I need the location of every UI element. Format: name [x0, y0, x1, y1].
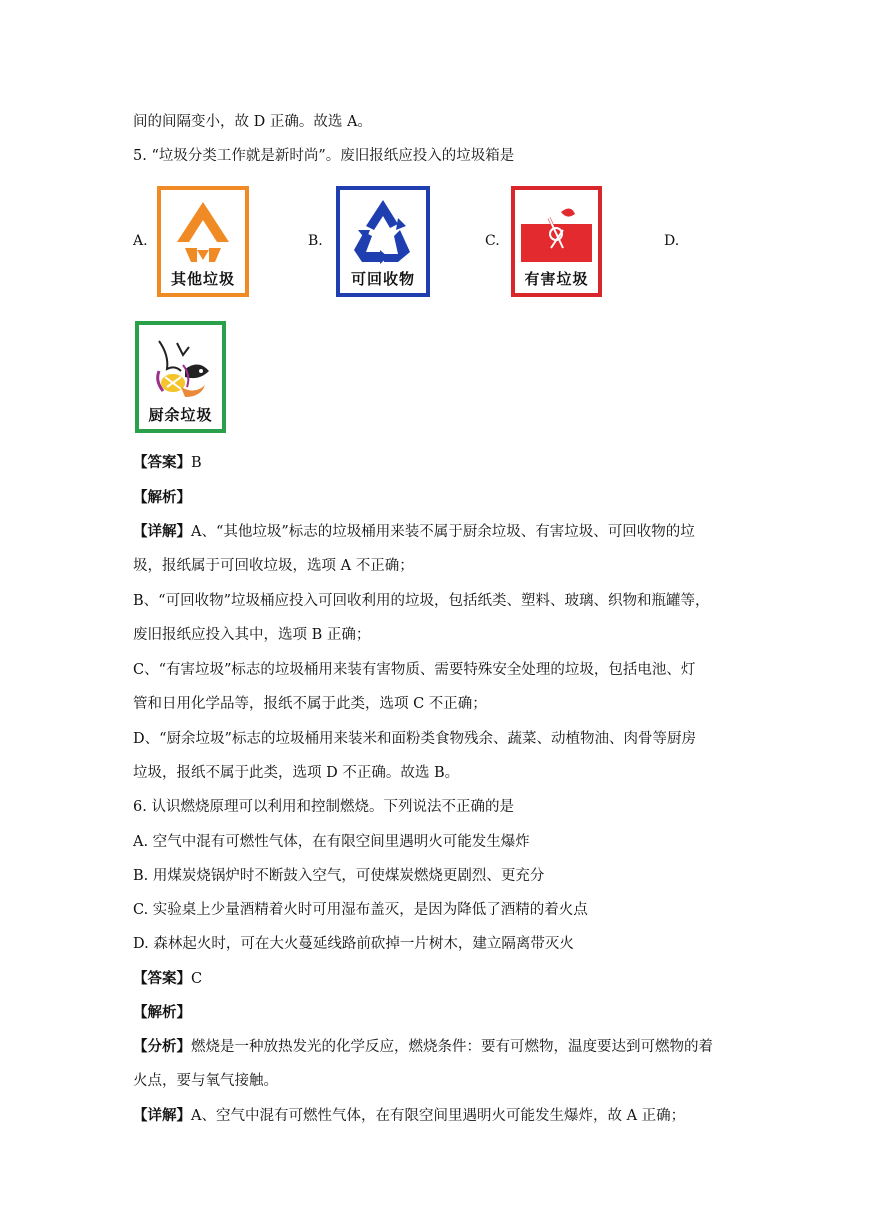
- text-line: 火点，要与氧气接触。: [133, 1073, 278, 1089]
- bin-hazardous: [511, 186, 602, 297]
- q6-analysis-tag: 【解析】: [133, 1004, 191, 1021]
- text-line: C、“有害垃圾”标志的垃圾桶用来装有害物质、需要特殊安全处理的垃圾，包括电池、灯: [133, 662, 696, 678]
- detail-text: A、“其他垃圾”标志的垃圾桶用来装不属于厨余垃圾、有害垃圾、可回收物的垃: [191, 524, 695, 540]
- q6-answer: [133, 969, 202, 989]
- q6-option-d: D. 森林起火时，可在大火蔓延线路前砍掉一片树木，建立隔离带灭火: [133, 936, 574, 952]
- bin-recyclable-label: 可回收物: [350, 270, 415, 288]
- option-b-label: B.: [308, 233, 323, 249]
- q5-detail-line: [133, 522, 695, 542]
- option-a-label: A.: [133, 233, 148, 249]
- q6-detail-line: [133, 1106, 685, 1126]
- analyze-tag: 【分析】: [133, 1038, 191, 1055]
- detail-text: A、空气中混有可燃性气体，在有限空间里遇明火可能发生爆炸，故 A 正确；: [191, 1108, 686, 1124]
- q6-option-b: B. 用煤炭烧锅炉时不断鼓入空气，可使煤炭燃烧更剧烈、更充分: [133, 868, 545, 884]
- answer-value: B: [191, 455, 202, 471]
- bin-other-label: 其他垃圾: [170, 270, 235, 288]
- option-c-label: C.: [485, 233, 500, 249]
- detail-tag: 【详解】: [133, 1107, 191, 1124]
- text-line: 垃圾，报纸不属于此类，选项 D 不正确。故选 B。: [133, 765, 460, 781]
- q6-option-c: C. 实验桌上少量酒精着火时可用湿布盖灭，是因为降低了酒精的着火点: [133, 902, 588, 918]
- bin-hazardous-label: 有害垃圾: [524, 270, 589, 288]
- detail-tag: 【详解】: [133, 523, 191, 540]
- bin-kitchen-label: 厨余垃圾: [148, 406, 213, 424]
- q6-option-a: A. 空气中混有可燃性气体，在有限空间里遇明火可能发生爆炸: [133, 834, 530, 850]
- text-line: B、“可回收物”垃圾桶应投入可回收利用的垃圾，包括纸类、塑料、玻璃、织物和瓶罐等，: [133, 593, 710, 609]
- text-line: D、“厨余垃圾”标志的垃圾桶用来装米和面粉类食物残余、蔬菜、动植物油、肉骨等厨房: [133, 731, 696, 747]
- analyze-text: 燃烧是一种放热发光的化学反应，燃烧条件：要有可燃物，温度要达到可燃物的着: [191, 1039, 713, 1055]
- bin-other-waste: [157, 186, 249, 297]
- question-5: 5. “垃圾分类工作就是新时尚”。废旧报纸应投入的垃圾箱是: [133, 148, 515, 164]
- q5-answer: [133, 453, 202, 473]
- bin-recyclable: [336, 186, 430, 297]
- text-line: 圾，报纸属于可回收垃圾，选项 A 不正确；: [133, 558, 414, 574]
- option-d-label: D.: [664, 233, 680, 249]
- answer-tag: 【答案】: [133, 970, 191, 987]
- q5-analysis-tag: 【解析】: [133, 489, 191, 506]
- question-6: 6. 认识燃烧原理可以利用和控制燃烧。下列说法不正确的是: [133, 799, 514, 815]
- text-line: 管和日用化学品等，报纸不属于此类，选项 C 不正确；: [133, 696, 487, 712]
- text-line: 间的间隔变小，故 D 正确。故选 A。: [133, 114, 372, 130]
- answer-value: C: [191, 971, 203, 987]
- text-line: 废旧报纸应投入其中，选项 B 正确；: [133, 627, 371, 643]
- answer-tag: 【答案】: [133, 454, 191, 471]
- q6-analyze-line: [133, 1037, 713, 1057]
- bin-kitchen-waste: [135, 321, 226, 433]
